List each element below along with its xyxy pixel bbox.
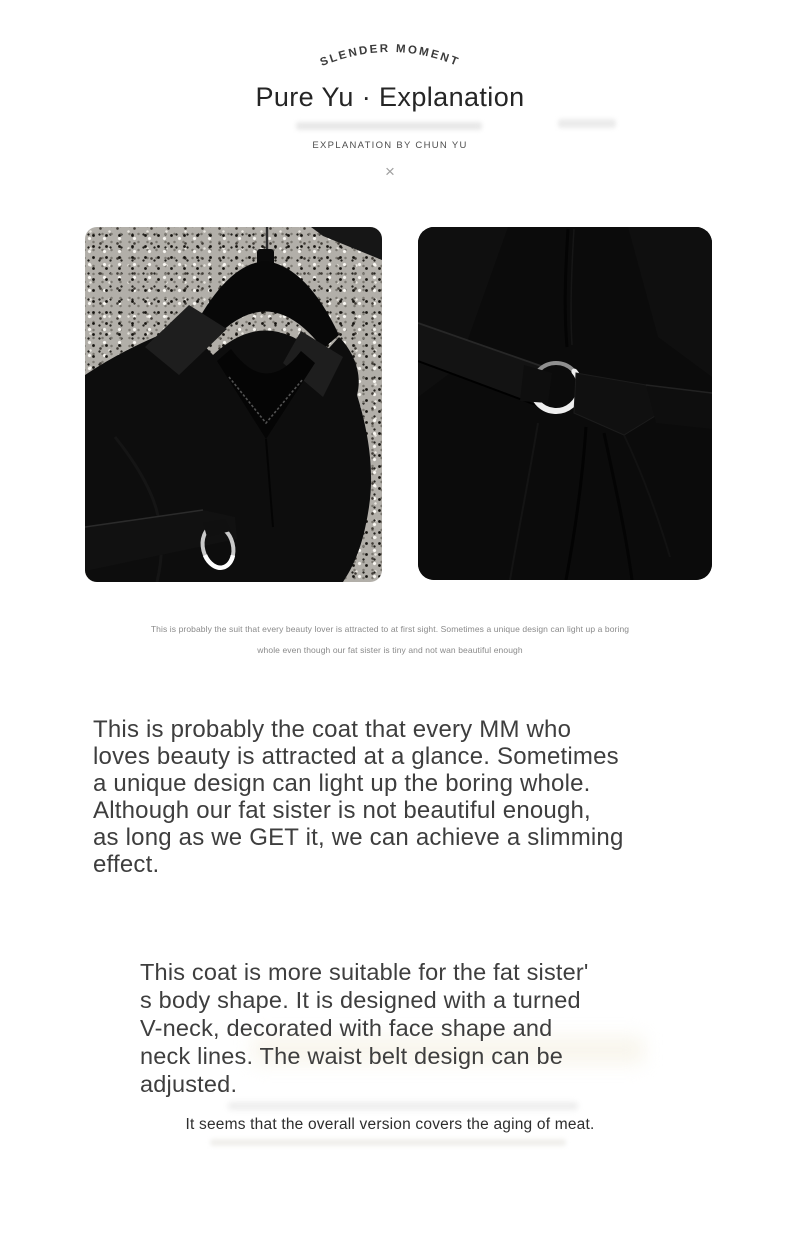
arc-text: SLENDER MOMENT [318,42,462,69]
paragraph-line: This coat is more suitable for the fat sister' [140,959,589,985]
product-photo-coat [85,227,382,582]
close-icon: × [385,162,395,181]
page-subtitle: EXPLANATION BY CHUN YU [312,140,468,151]
product-photo-belt-detail [418,227,712,580]
paragraph-line: adjusted. [140,1071,238,1097]
paragraph-line: V-neck, decorated with face shape and [140,1015,553,1041]
ghost-artifact [210,1139,566,1146]
page-title: Pure Yu · Explanation [255,82,525,112]
paragraph-line: s body shape. It is designed with a turned [140,987,581,1013]
paragraph-line: neck lines. The waist belt design can be [140,1043,563,1069]
paragraph-line: This is probably the coat that every MM who [93,716,572,743]
svg-text:SLENDER MOMENT [319,43,462,69]
caption-line: whole even though our fat sister is tiny and not wan beautiful enough [257,645,523,655]
photo-caption [0,619,780,661]
coat-illustration [85,227,382,582]
paragraph-line: effect. [93,851,160,878]
intro-paragraph [93,716,624,878]
arc-brand-text [280,34,500,84]
paragraph-line: Although our fat sister is not beautiful enough, [93,797,591,824]
product-photo-gallery [85,227,712,582]
footer-note: It seems that the overall version covers the aging of meat. [185,1116,595,1133]
caption-line: This is probably the suit that every beauty lover is attracted to at first sight. Sometimes a unique design can light up a boring [150,624,630,634]
ghost-artifact [558,119,616,128]
paragraph-line: loves beauty is attracted at a glance. Sometimes [93,743,619,770]
ghost-artifact [296,122,482,130]
detail-paragraph [140,958,589,1098]
ghost-artifact [228,1102,578,1110]
paragraph-line: a unique design can light up the boring whole. [93,770,591,797]
belt-illustration [418,227,712,580]
paragraph-line: as long as we GET it, we can achieve a slimming [93,824,624,851]
